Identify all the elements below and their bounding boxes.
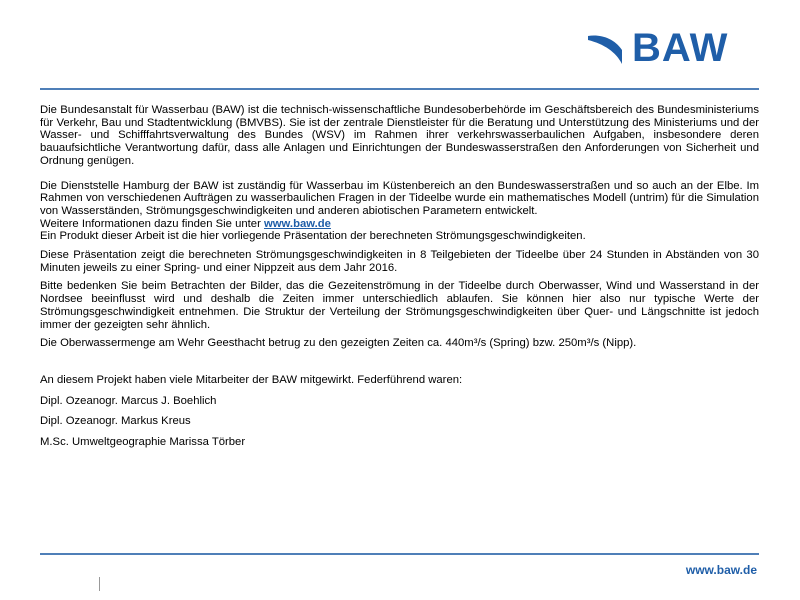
baw-website-link[interactable]: www.baw.de xyxy=(263,217,331,230)
main-content xyxy=(40,104,759,449)
paragraph-presentation: Diese Präsentation zeigt die berechneten Strömungsgeschwindigkeiten in 8 Teilgebieten der Tideelbe über 24 Stunden in Abständen von 30 Minuten jeweils zu einer Spring- und einer Nippzeit aus dem Jahr 2016. xyxy=(40,249,759,274)
credit-name: M.Sc. Umweltgeographie Marissa Törber xyxy=(40,436,246,449)
footer-website-link[interactable]: www.baw.de xyxy=(685,563,757,577)
baw-swoosh-icon xyxy=(586,30,626,66)
paragraph-intro: Die Bundesanstalt für Wasserbau (BAW) ist die technisch-wissenschaftliche Bundesoberbehörde im Geschäftsbereich des Bundesministeriums für Verkehr, Bau und Stadtentwicklung (BMVBS). Sie ist der zentrale Dienstleister für die Beratung und Unterstützung des Ministeriums und der Wasser- und Schifffahrtsverwaltung des Bundes (WSV) im Rahmen ihrer verkehrswasserbaulichen Aufgaben, insbesondere deren bauaufsichtliche Verantwortung dafür, dass alle Anlagen und Einrichtungen der Bundeswasserstraßen den Anforderungen von Sicherheit und Ordnung genügen. xyxy=(40,104,759,167)
logo-text: BAW xyxy=(632,26,729,70)
paragraph-product: Ein Produkt dieser Arbeit ist die hier vorliegende Präsentation der berechneten Strömungsgeschwindigkeiten. xyxy=(40,230,586,243)
header-divider xyxy=(40,88,759,90)
paragraph-discharge: Die Oberwassermenge am Wehr Geesthacht betrug zu den gezeigten Zeiten ca. 440m³/s (Spring) bzw. 250m³/s (Nipp). xyxy=(40,337,637,350)
paragraph-credits: An diesem Projekt haben viele Mitarbeiter der BAW mitgewirkt. Federführend waren: xyxy=(40,373,463,386)
paragraph-hamburg: Die Dienststelle Hamburg der BAW ist zuständig für Wasserbau im Küstenbereich an den Bundeswasserstraßen und so auch an der Elbe. Im Rahmen von verschiedenen Aufträgen zu wasserbaulichen Fragen in der Tideelbe wurde ein mathematisches Modell (untrim) für die Simulation von Wasserständen, Strömungsgeschwindigkeiten und anderen abiotischen Parametern entwickelt. xyxy=(40,179,759,217)
footer-marker xyxy=(99,577,100,591)
footer-divider xyxy=(40,553,759,555)
credit-name: Dipl. Ozeanogr. Marcus J. Boehlich xyxy=(40,394,217,407)
paragraph-more-info xyxy=(40,218,759,231)
paragraph-note: Bitte bedenken Sie beim Betrachten der Bilder, das die Gezeitenströmung in der Tideelbe durch Oberwasser, Wind und Wasserstand in der Nordsee beeinflusst wird und deshalb die Zeiten immer unterschiedlich ablaufen. Sie können hier also nur typische Werte der Strömungsgeschwindigkeit entnehmen. Die Struktur der Verteilung der Strömungsgeschwindigkeiten über Quer- und Längschnitte ist jedoch immer der gezeigten sehr ähnlich. xyxy=(40,280,759,331)
more-info-text: Weitere Informationen dazu finden Sie unter xyxy=(40,217,264,230)
baw-logo xyxy=(586,26,746,70)
credit-name: Dipl. Ozeanogr. Markus Kreus xyxy=(40,415,191,428)
